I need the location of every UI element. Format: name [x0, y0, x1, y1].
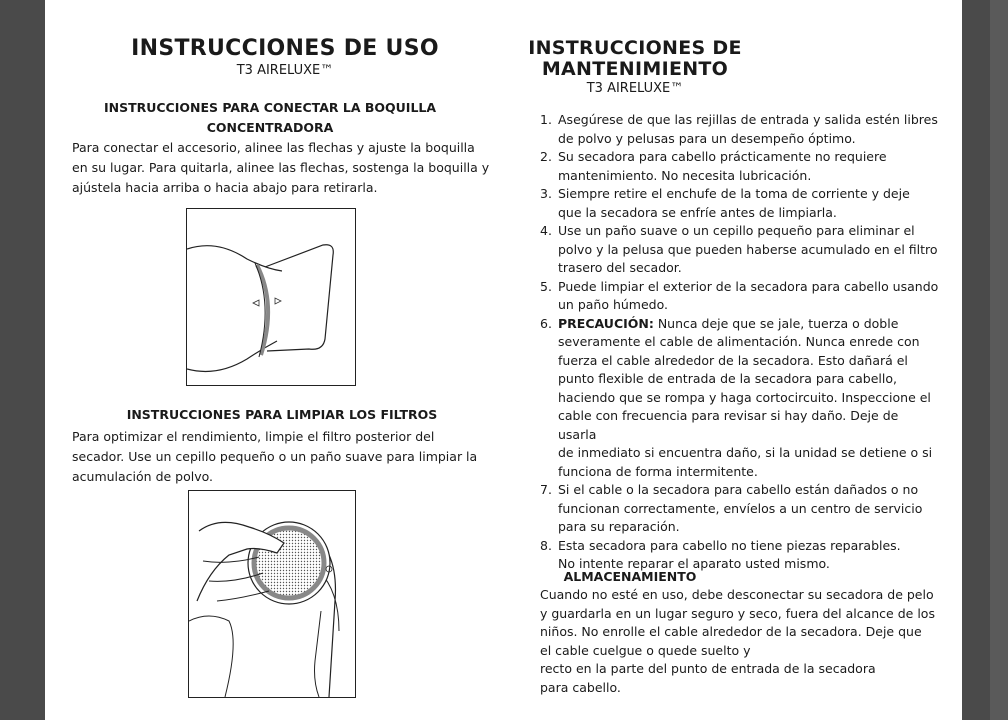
list-line: para su reparación. — [558, 519, 680, 534]
list-line: haciendo que se rompa y haga cortocircuito. Inspeccione el — [558, 389, 931, 405]
paragraph-line: ajústela hacia arriba o hacia abajo para retirarla. — [72, 180, 378, 195]
list-item — [540, 481, 940, 537]
maintenance-list — [540, 111, 940, 574]
left-subtitle: T3 AIRELUXE™ — [236, 63, 334, 78]
list-number: 5. — [540, 278, 552, 294]
list-line: polvo y la pelusa que pueden haberse acumulado en el filtro — [558, 241, 938, 257]
section1-heading-line1: INSTRUCCIONES PARA CONECTAR LA BOQUILLA — [103, 100, 437, 115]
filter-cleaning-illustration — [188, 490, 356, 698]
list-line: Use un paño suave o un cepillo pequeño para eliminar el — [558, 223, 915, 238]
paragraph-line: recto en la parte del punto de entrada de la secadora — [540, 661, 876, 676]
section1-heading-line2: CONCENTRADORA — [206, 120, 334, 135]
list-number: 6. — [540, 315, 552, 331]
list-line: severamente el cable de alimentación. Nunca enrede con — [558, 334, 920, 349]
list-line: trasero del secador. — [558, 260, 682, 275]
section1-paragraph — [72, 138, 492, 198]
right-subtitle: T3 AIRELUXE™ — [586, 81, 684, 96]
list-number: 8. — [540, 537, 552, 553]
list-line: Puede limpiar el exterior de la secadora para cabello usando — [558, 278, 939, 294]
paragraph-line: secador. Use un cepillo pequeño o un paño suave para limpiar la — [72, 449, 478, 464]
right-title-line2: MANTENIMIENTO — [541, 58, 729, 80]
list-line: Si el cable o la secadora para cabello están dañados o no — [558, 482, 919, 497]
storage-paragraph — [540, 586, 945, 697]
list-item — [540, 278, 940, 315]
scrollbar[interactable] — [990, 0, 1008, 720]
paragraph-line: Para conectar el accesorio, alinee las flechas y ajuste la boquilla — [72, 140, 475, 155]
paragraph-line: niños. No enrolle el cable alrededor de la secadora. Deje que — [540, 624, 922, 639]
list-line: No intente reparar el aparato usted mismo. — [558, 556, 830, 571]
list-line: mantenimiento. No necesita lubricación. — [558, 167, 812, 183]
list-number: 3. — [540, 186, 552, 201]
list-line: funcionan correctamente, envíelos a un centro de servicio — [558, 500, 923, 516]
right-title — [505, 38, 765, 80]
storage-heading: ALMACENAMIENTO — [563, 569, 697, 584]
list-line: un paño húmedo. — [558, 297, 669, 312]
list-line: cable con frecuencia para revisar si hay daño. Deje de usarla — [558, 408, 899, 442]
paragraph-line: el cable cuelgue o quede suelto y — [540, 642, 751, 658]
paragraph-line: Cuando no esté en uso, debe desconectar su secadora de pelo — [540, 587, 934, 602]
list-line: Asegúrese de que las rejillas de entrada y salida estén libres — [558, 112, 938, 127]
list-line — [558, 315, 940, 334]
section1-heading — [72, 98, 468, 138]
paragraph-line: Para optimizar el rendimiento, limpie el filtro posterior del — [72, 429, 435, 444]
list-item-caution — [540, 315, 940, 482]
list-number: 2. — [540, 149, 552, 164]
caution-label: PRECAUCIÓN: — [558, 315, 654, 331]
list-line: Siempre retire el enchufe de la toma de corriente y deje — [558, 186, 910, 201]
list-item — [540, 111, 940, 148]
list-line: Su secadora para cabello prácticamente no requiere — [558, 149, 887, 164]
document-page — [45, 0, 962, 720]
list-item — [540, 148, 940, 185]
list-number: 7. — [540, 482, 552, 497]
nozzle-attachment-illustration — [186, 208, 356, 386]
nozzle-drawing — [187, 209, 355, 385]
list-line: de polvo y pelusas para un desempeño óptimo. — [558, 130, 856, 146]
list-number: 1. — [540, 112, 552, 127]
list-item — [540, 222, 940, 278]
section2-heading: INSTRUCCIONES PARA LIMPIAR LOS FILTROS — [126, 407, 438, 422]
left-title: INSTRUCCIONES DE USO — [131, 36, 439, 61]
list-line: que la secadora se enfríe antes de limpiarla. — [558, 204, 837, 220]
paragraph-line: acumulación de polvo. — [72, 469, 214, 484]
list-line: Esta secadora para cabello no tiene piezas reparables. — [558, 537, 901, 553]
caution-text: Nunca deje que se jale, tuerza o doble — [653, 315, 899, 331]
list-line: fuerza el cable alrededor de la secadora. Esto dañará el — [558, 352, 908, 368]
paragraph-line: y guardarla en un lugar seguro y seco, fuera del alcance de los — [540, 605, 935, 621]
list-line: de inmediato si encuentra daño, si la unidad se detiene o si — [558, 445, 933, 460]
section2-paragraph — [72, 427, 492, 487]
list-number: 4. — [540, 223, 552, 238]
paragraph-line: en su lugar. Para quitarla, alinee las flechas, sostenga la boquilla y — [72, 160, 490, 175]
list-line: punto flexible de entrada de la secadora para cabello, — [558, 371, 897, 386]
list-line: funciona de forma intermitente. — [558, 463, 758, 479]
filter-cleaning-drawing — [189, 491, 355, 697]
right-title-line1: INSTRUCCIONES DE — [528, 37, 742, 59]
list-item — [540, 185, 940, 222]
paragraph-line: para cabello. — [540, 679, 621, 695]
